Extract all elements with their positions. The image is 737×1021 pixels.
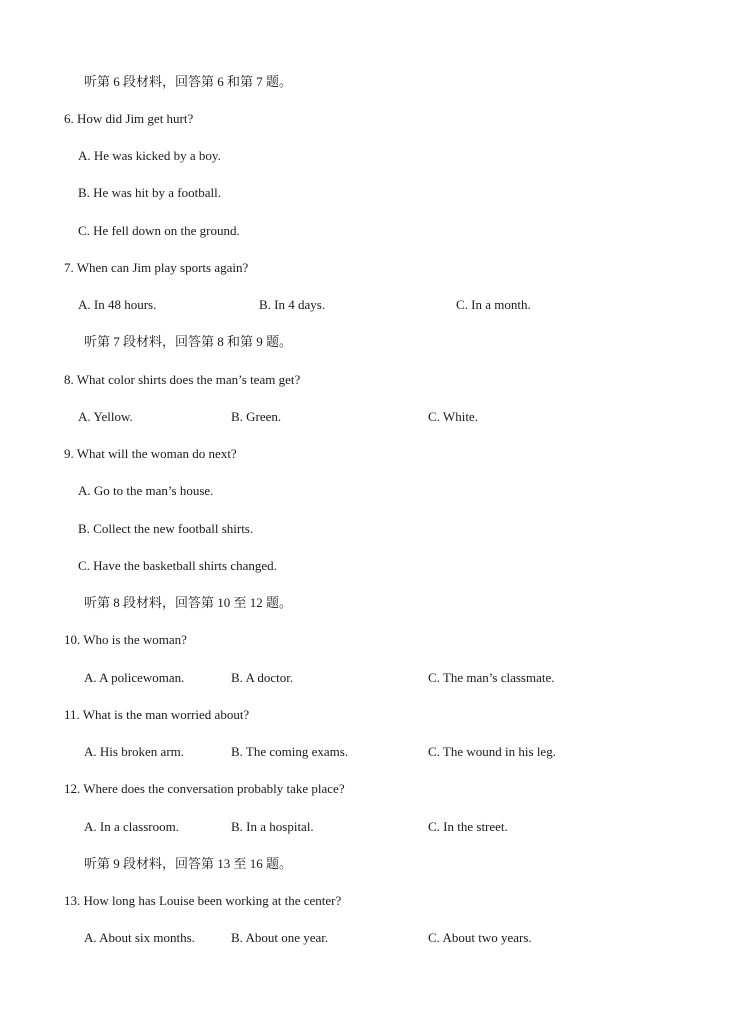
question-7-option-c: C. In a month. (456, 297, 531, 312)
question-13-stem: 13. How long has Louise been working at the center? (64, 893, 342, 908)
question-10-option-b: B. A doctor. (231, 670, 294, 685)
question-7-option-a: A. In 48 hours. (78, 297, 157, 312)
question-12-stem: 12. Where does the conversation probably take place? (64, 781, 345, 796)
question-6-option-c: C. He fell down on the ground. (78, 223, 240, 238)
question-11-stem: 11. What is the man worried about? (64, 707, 250, 722)
question-6-option-a: A. He was kicked by a boy. (78, 148, 221, 163)
question-10-stem: 10. Who is the woman? (64, 632, 187, 647)
question-7-option-b: B. In 4 days. (259, 297, 326, 312)
question-12-option-a: A. In a classroom. (84, 819, 179, 834)
question-11-option-c: C. The wound in his leg. (428, 744, 556, 759)
question-8-option-c: C. White. (428, 409, 478, 424)
question-6-option-b: B. He was hit by a football. (78, 185, 221, 200)
question-11-option-a: A. His broken arm. (84, 744, 185, 759)
question-10-option-a: A. A policewoman. (84, 670, 185, 685)
question-13-option-a: A. About six months. (84, 930, 195, 945)
section-heading-6: 听第 6 段材料，回答第 6 和第 7 题。 (84, 74, 293, 89)
section-heading-8: 听第 8 段材料，回答第 10 至 12 题。 (84, 595, 293, 610)
question-10-option-c: C. The man’s classmate. (428, 670, 555, 685)
section-heading-7: 听第 7 段材料，回答第 8 和第 9 题。 (84, 334, 293, 349)
question-12-option-c: C. In the street. (428, 819, 508, 834)
question-9-stem: 9. What will the woman do next? (64, 446, 237, 461)
section-heading-9: 听第 9 段材料，回答第 13 至 16 题。 (84, 856, 293, 871)
question-9-option-b: B. Collect the new football shirts. (78, 521, 254, 536)
question-6-stem: 6. How did Jim get hurt? (64, 111, 194, 126)
question-8-option-b: B. Green. (231, 409, 282, 424)
question-13-option-c: C. About two years. (428, 930, 532, 945)
question-12-option-b: B. In a hospital. (231, 819, 314, 834)
question-11-option-b: B. The coming exams. (231, 744, 349, 759)
question-13-option-b: B. About one year. (231, 930, 329, 945)
question-9-option-a: A. Go to the man’s house. (78, 483, 214, 498)
question-8-stem: 8. What color shirts does the man’s team get? (64, 372, 301, 387)
question-9-option-c: C. Have the basketball shirts changed. (78, 558, 277, 573)
question-7-stem: 7. When can Jim play sports again? (64, 260, 249, 275)
question-8-option-a: A. Yellow. (78, 409, 133, 424)
